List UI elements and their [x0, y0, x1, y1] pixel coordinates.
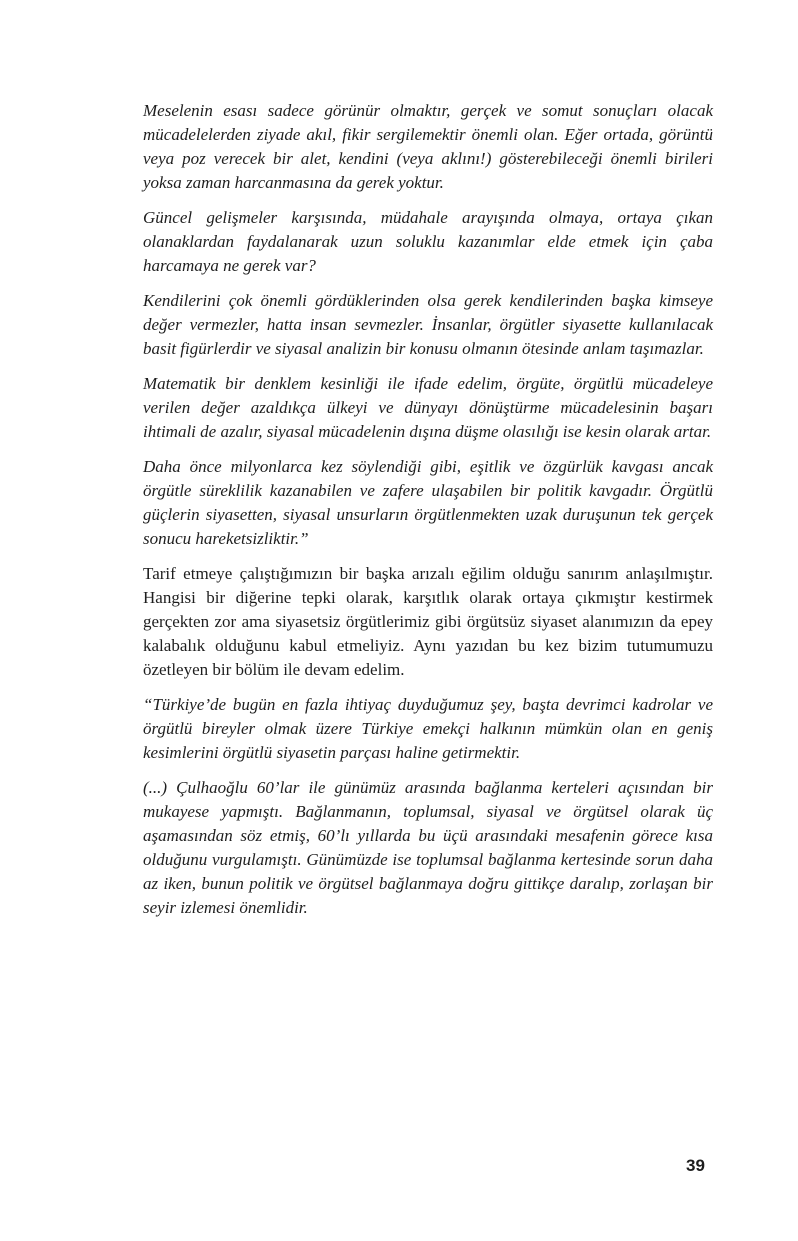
- page-number: 39: [686, 1156, 705, 1175]
- quote-paragraph: Kendilerini çok önemli gördüklerinden olsa gerek kendilerinden başka kimseye değer vermezler, hatta insan sevmezler. İnsanlar, örgütler siyasette kullanılacak basit figürlerdir ve siyasal analizin bir konusu olmanın ötesinde anlam taşımazlar.: [143, 291, 713, 358]
- quote-paragraph: “Türkiye’de bugün en fazla ihtiyaç duyduğumuz şey, başta devrimci kadrolar ve örgütlü bireyler olmak üzere Türkiye emekçi halkının mümkün olan en geniş kesimlerini örgütlü siyasetin parçası haline getirmektir.: [143, 695, 713, 762]
- quote-paragraph: Meselenin esası sadece görünür olmaktır, gerçek ve somut sonuçları olacak mücadelelerden ziyade akıl, fikir sergilemektir önemli olan. Eğer ortada, görüntü veya poz verecek bir alet, kendini (veya aklını!) gösterebileceği önemli birileri yoksa zaman harcanmasına da gerek yoktur.: [143, 101, 713, 192]
- body-paragraph: Tarif etmeye çalıştığımızın bir başka arızalı eğilim olduğu sanırım anlaşılmıştır. Hangisi bir diğerine tepki olarak, karşıtlık olarak ortaya çıkmıştır kestirmek gerçekten zor ama siyasetsiz örgütlerimiz gibi örgütsüz siyaset alanımızın da epey kalabalık olduğunu kabul etmeliyiz. Aynı yazıdan bu kez bizim tutumumuzu özetleyen bir bölüm ile devam edelim.: [143, 564, 713, 679]
- quote-paragraph: (...) Çulhaoğlu 60’lar ile günümüz arasında bağlanma kerteleri açısından bir mukayese yapmıştı. Bağlanmanın, toplumsal, siyasal ve örgütsel olarak üç aşamasından söz etmiş, 60’lı yıllarda bu üçü arasındaki mesafenin görece kısa olduğunu vurgulamıştı. Günümüzde ise toplumsal bağlanma kertesinde sorun daha az iken, bunun politik ve örgütsel bağlanmaya doğru gittikçe daralıp, zorlaşan bir seyir izlemesi önemlidir.: [143, 778, 713, 917]
- quote-paragraph: Matematik bir denklem kesinliği ile ifade edelim, örgüte, örgütlü mücadeleye verilen değer azaldıkça ülkeyi ve dünyayı dönüştürme mücadelesinin başarı ihtimali de azalır, siyasal mücadelenin dışına düşme olasılığı ise kesin olarak artar.: [143, 374, 713, 441]
- quote-paragraph: Güncel gelişmeler karşısında, müdahale arayışında olmaya, ortaya çıkan olanaklardan faydalanarak uzun soluklu kazanımlar elde etmek için çaba harcamaya ne gerek var?: [143, 208, 713, 275]
- text-column: [143, 99, 713, 931]
- quote-paragraph: Daha önce milyonlarca kez söylendiği gibi, eşitlik ve özgürlük kavgası ancak örgütle süreklilik kazanabilen ve zafere ulaşabilen bir politik kavgadır. Örgütlü güçlerin siyasetten, siyasal unsurların örgütlenmekten uzak duruşunun tek gerçek sonucu hareketsizliktir.”: [143, 457, 713, 548]
